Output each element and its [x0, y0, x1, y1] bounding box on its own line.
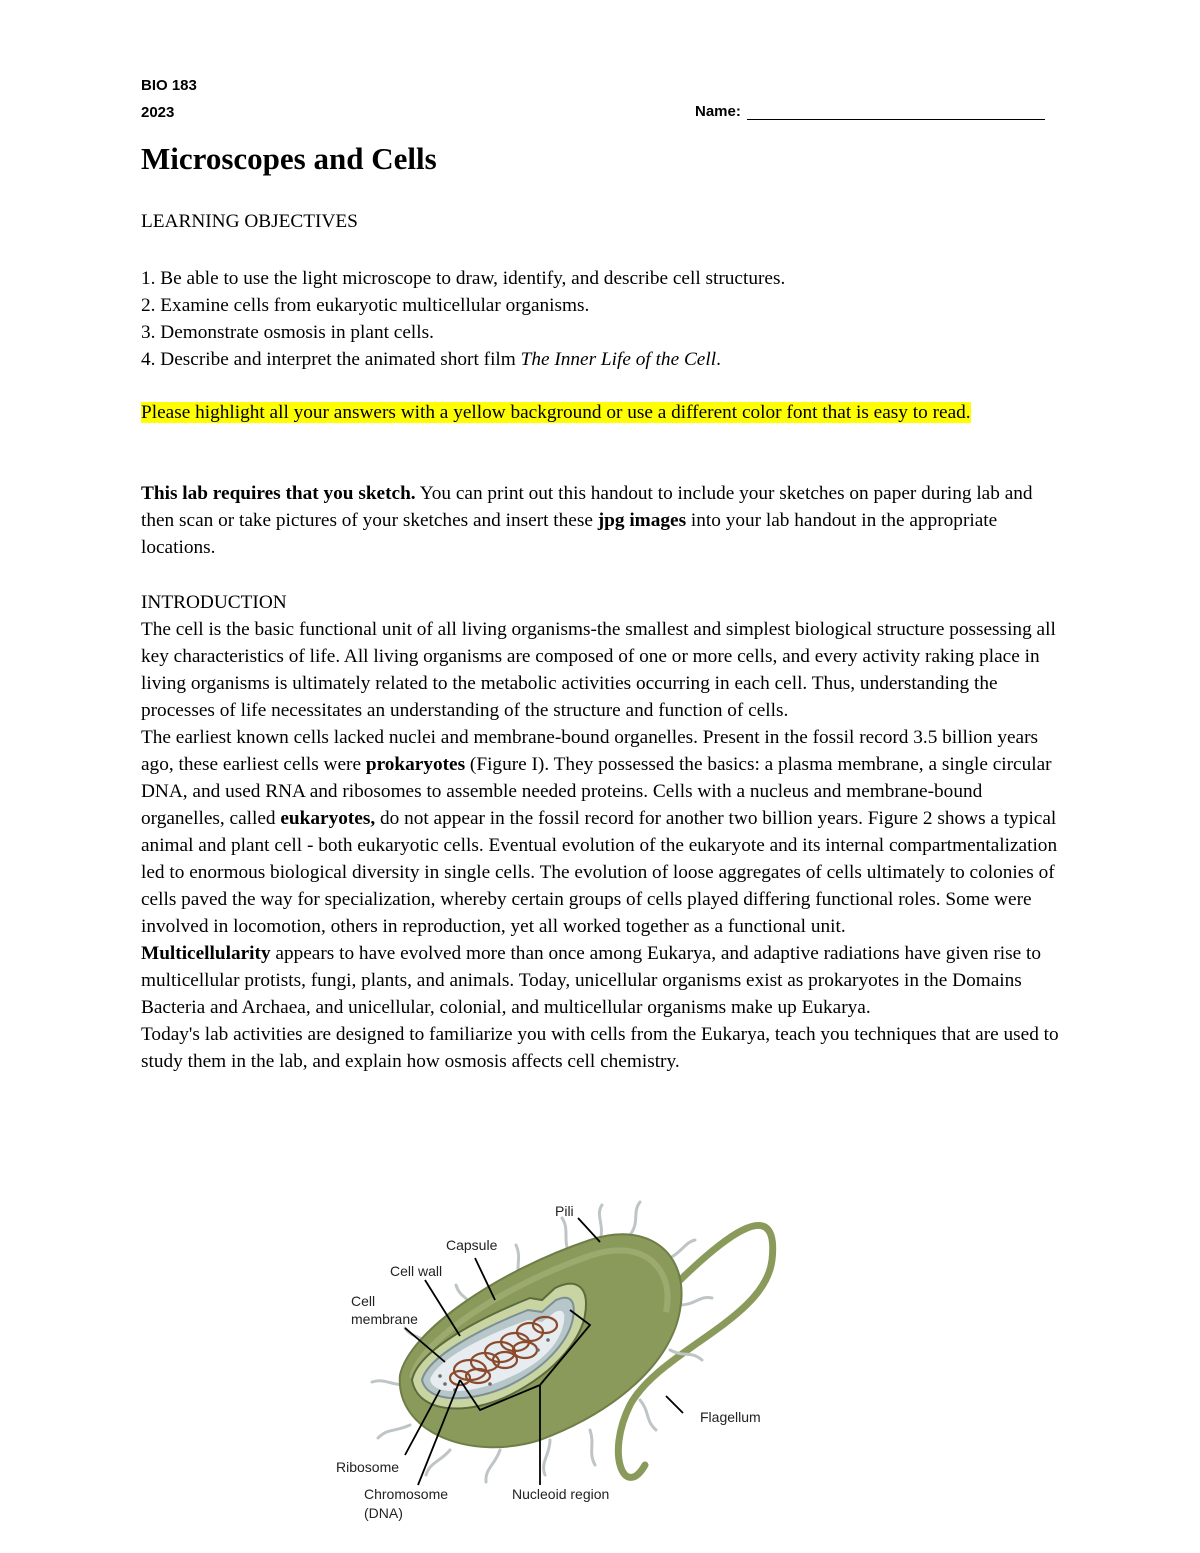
intro-paragraph: Today's lab activities are designed to familiarize you with cells from the Eukarya, teach you techniques that are used to study them in the lab, and explain how osmosis affects cell chemistry. [141, 1024, 1059, 1072]
introduction-heading: INTRODUCTION [141, 592, 287, 613]
label-ribosome: Ribosome [336, 1459, 400, 1475]
objective-item: 1. Be able to use the light microscope to draw, identify, and describe cell structures. [141, 268, 786, 289]
objectives-list [141, 265, 1061, 373]
film-title: The Inner Life of the Cell [520, 349, 717, 370]
label-nucleoid-region: Nucleoid region [512, 1486, 610, 1502]
intro-paragraph: Multicellularity appears to have evolved more than once among Eukarya, and adaptive radiations have given rise to multicellular protists, fungi, plants, and animals. Today, unicellular organisms exist as prokaryotes in the Domains Bacteria and Archaea, and unicellular, colonial, and multicellular organisms make up Eukarya. [141, 943, 1042, 1018]
course-year: 2023 [141, 104, 175, 121]
label-pili: Pili [555, 1203, 574, 1219]
name-blank-line[interactable] [747, 103, 1045, 120]
label-cell-wall: Cell wall [390, 1263, 443, 1279]
label-cell-membrane: Cell [351, 1293, 376, 1309]
label-flagellum: Flagellum [700, 1409, 761, 1425]
sketch-instruction: This lab requires that you sketch. You can print out this handout to include your sketches on paper during lab and then scan or take pictures of your sketches and insert these jpg images into your lab handout in the appropriate locations. [141, 483, 1033, 558]
name-label: Name: [695, 103, 741, 120]
objective-item: 2. Examine cells from eukaryotic multicellular organisms. [141, 295, 590, 316]
highlight-instruction: Please highlight all your answers with a yellow background or use a different color font that is easy to read. [141, 402, 971, 423]
label-chromosome-line2: (DNA) [364, 1505, 403, 1521]
label-cell-membrane-line2: membrane [351, 1311, 418, 1327]
prokaryote-cell-figure [300, 1200, 860, 1530]
label-capsule: Capsule [446, 1237, 498, 1253]
course-code: BIO 183 [141, 77, 197, 94]
label-chromosome: Chromosome [364, 1486, 449, 1502]
page-title: Microscopes and Cells [141, 141, 437, 176]
intro-paragraph: The cell is the basic functional unit of all living organisms-the smallest and simplest biological structure possessing all key characteristics of life. All living organisms are composed of one or more cells, and every activity raking place in living organisms is ultimately related to the metabolic activities occurring in each cell. Thus, understanding the processes of life necessitates an understanding of the structure and function of cells. [141, 619, 1056, 721]
introduction-section [141, 589, 1061, 1075]
objective-item: 3. Demonstrate osmosis in plant cells. [141, 322, 434, 343]
objective-item: 4. Describe and interpret the animated short film The Inner Life of the Cell. [141, 349, 721, 370]
name-field[interactable] [695, 103, 1045, 120]
intro-paragraph: The earliest known cells lacked nuclei and membrane-bound organelles. Present in the fossil record 3.5 billion years ago, these earliest cells were prokaryotes (Figure I). They possessed the basics: a plasma membrane, a single circular DNA, and used RNA and ribosomes to assemble needed proteins. Cells with a nucleus and membrane-bound organelles, called eukaryotes, do not appear in the fossil record for another two billion years. Figure 2 shows a typical animal and plant cell - both eukaryotic cells. Eventual evolution of the eukaryote and its internal compartmentalization led to enormous biological diversity in single cells. The evolution of loose aggregates of cells ultimately to colonies of cells paved the way for specialization, whereby certain groups of cells played differing functional roles. Some were involved in locomotion, others in reproduction, yet all worked together as a functional unit. [141, 727, 1058, 937]
objectives-heading: LEARNING OBJECTIVES [141, 211, 358, 232]
